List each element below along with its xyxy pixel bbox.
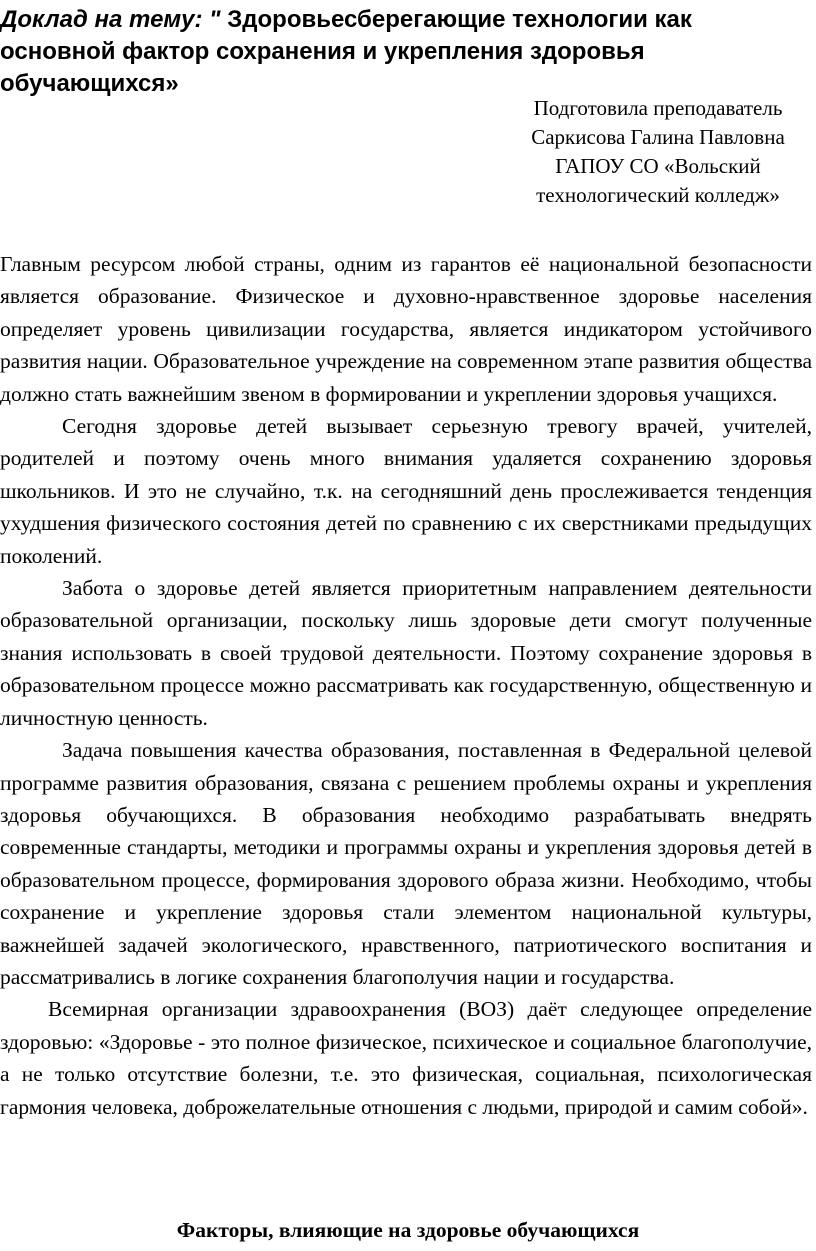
title-lead: Доклад на тему: ": [0, 6, 221, 33]
title-main: Здоровьесберегающие технологии как основной фактор сохранения и укрепления здоровья обучающихся»: [0, 6, 692, 97]
paragraph: Задача повышения качества образования, поставленная в Федеральной целевой программе развития образования, связана с решением проблемы охраны и укрепления здоровья обучающихся. В образования необходимо разрабатывать внедрять современные стандарты, методики и программы охраны и укрепления здоровья детей в образовательном процессе, формирования здорового образа жизни. Необходимо, чтобы сохранение и укрепление здоровья стали элементом национальной культуры, важнейшей задачей экологического, нравственного, патриотического воспитания и рассматривались в логике сохранения благополучия нации и государства.: [0, 738, 812, 989]
document-body: [0, 248, 812, 1123]
document-title: [0, 4, 812, 100]
paragraph: Забота о здоровье детей является приоритетным направлением деятельности образовательной организации, поскольку лишь здоровые дети смогут полученные знания использовать в своей трудовой деятельности. Поэтому сохранение здоровья в образовательном процессе можно рассматривать как государственную, общественную и личностную ценность.: [0, 576, 812, 730]
section-heading: Факторы, влияющие на здоровье обучающихся: [176, 1218, 640, 1242]
author-line: Саркисова Галина Павловна: [531, 125, 785, 149]
author-line: технологический колледж»: [536, 183, 780, 207]
paragraph: Главным ресурсом любой страны, одним из гарантов её национальной безопасности является образование. Физическое и духовно-нравственное здоровье населения определяет уровень цивилизации государства, является индикатором устойчивого развития нации. Образовательное учреждение на современном этапе развития общества должно стать важнейшим звеном в формировании и укреплении здоровья учащихся.: [0, 252, 812, 406]
author-line: Подготовила преподаватель: [533, 96, 783, 120]
author-block: [500, 94, 816, 210]
paragraph: Сегодня здоровье детей вызывает серьезную тревогу врачей, учителей, родителей и поэтому очень много внимания удаляется сохранению здоровья школьников. И это не случайно, т.к. на сегодняшний день прослеживается тенденция ухудшения физического состояния детей по сравнению с их сверстниками предыдущих поколений.: [0, 414, 812, 568]
author-line: ГАПОУ СО «Вольский: [555, 154, 761, 178]
paragraph: Всемирная организации здравоохранения (ВОЗ) даёт следующее определение здоровью: «Здоровье - это полное физическое, психическое и социальное благополучие, а не только отсутствие болезни, т.е. это физическая, социальная, психологическая гармония человека, доброжелательные отношения с людьми, природой и самим собой».: [0, 997, 812, 1119]
